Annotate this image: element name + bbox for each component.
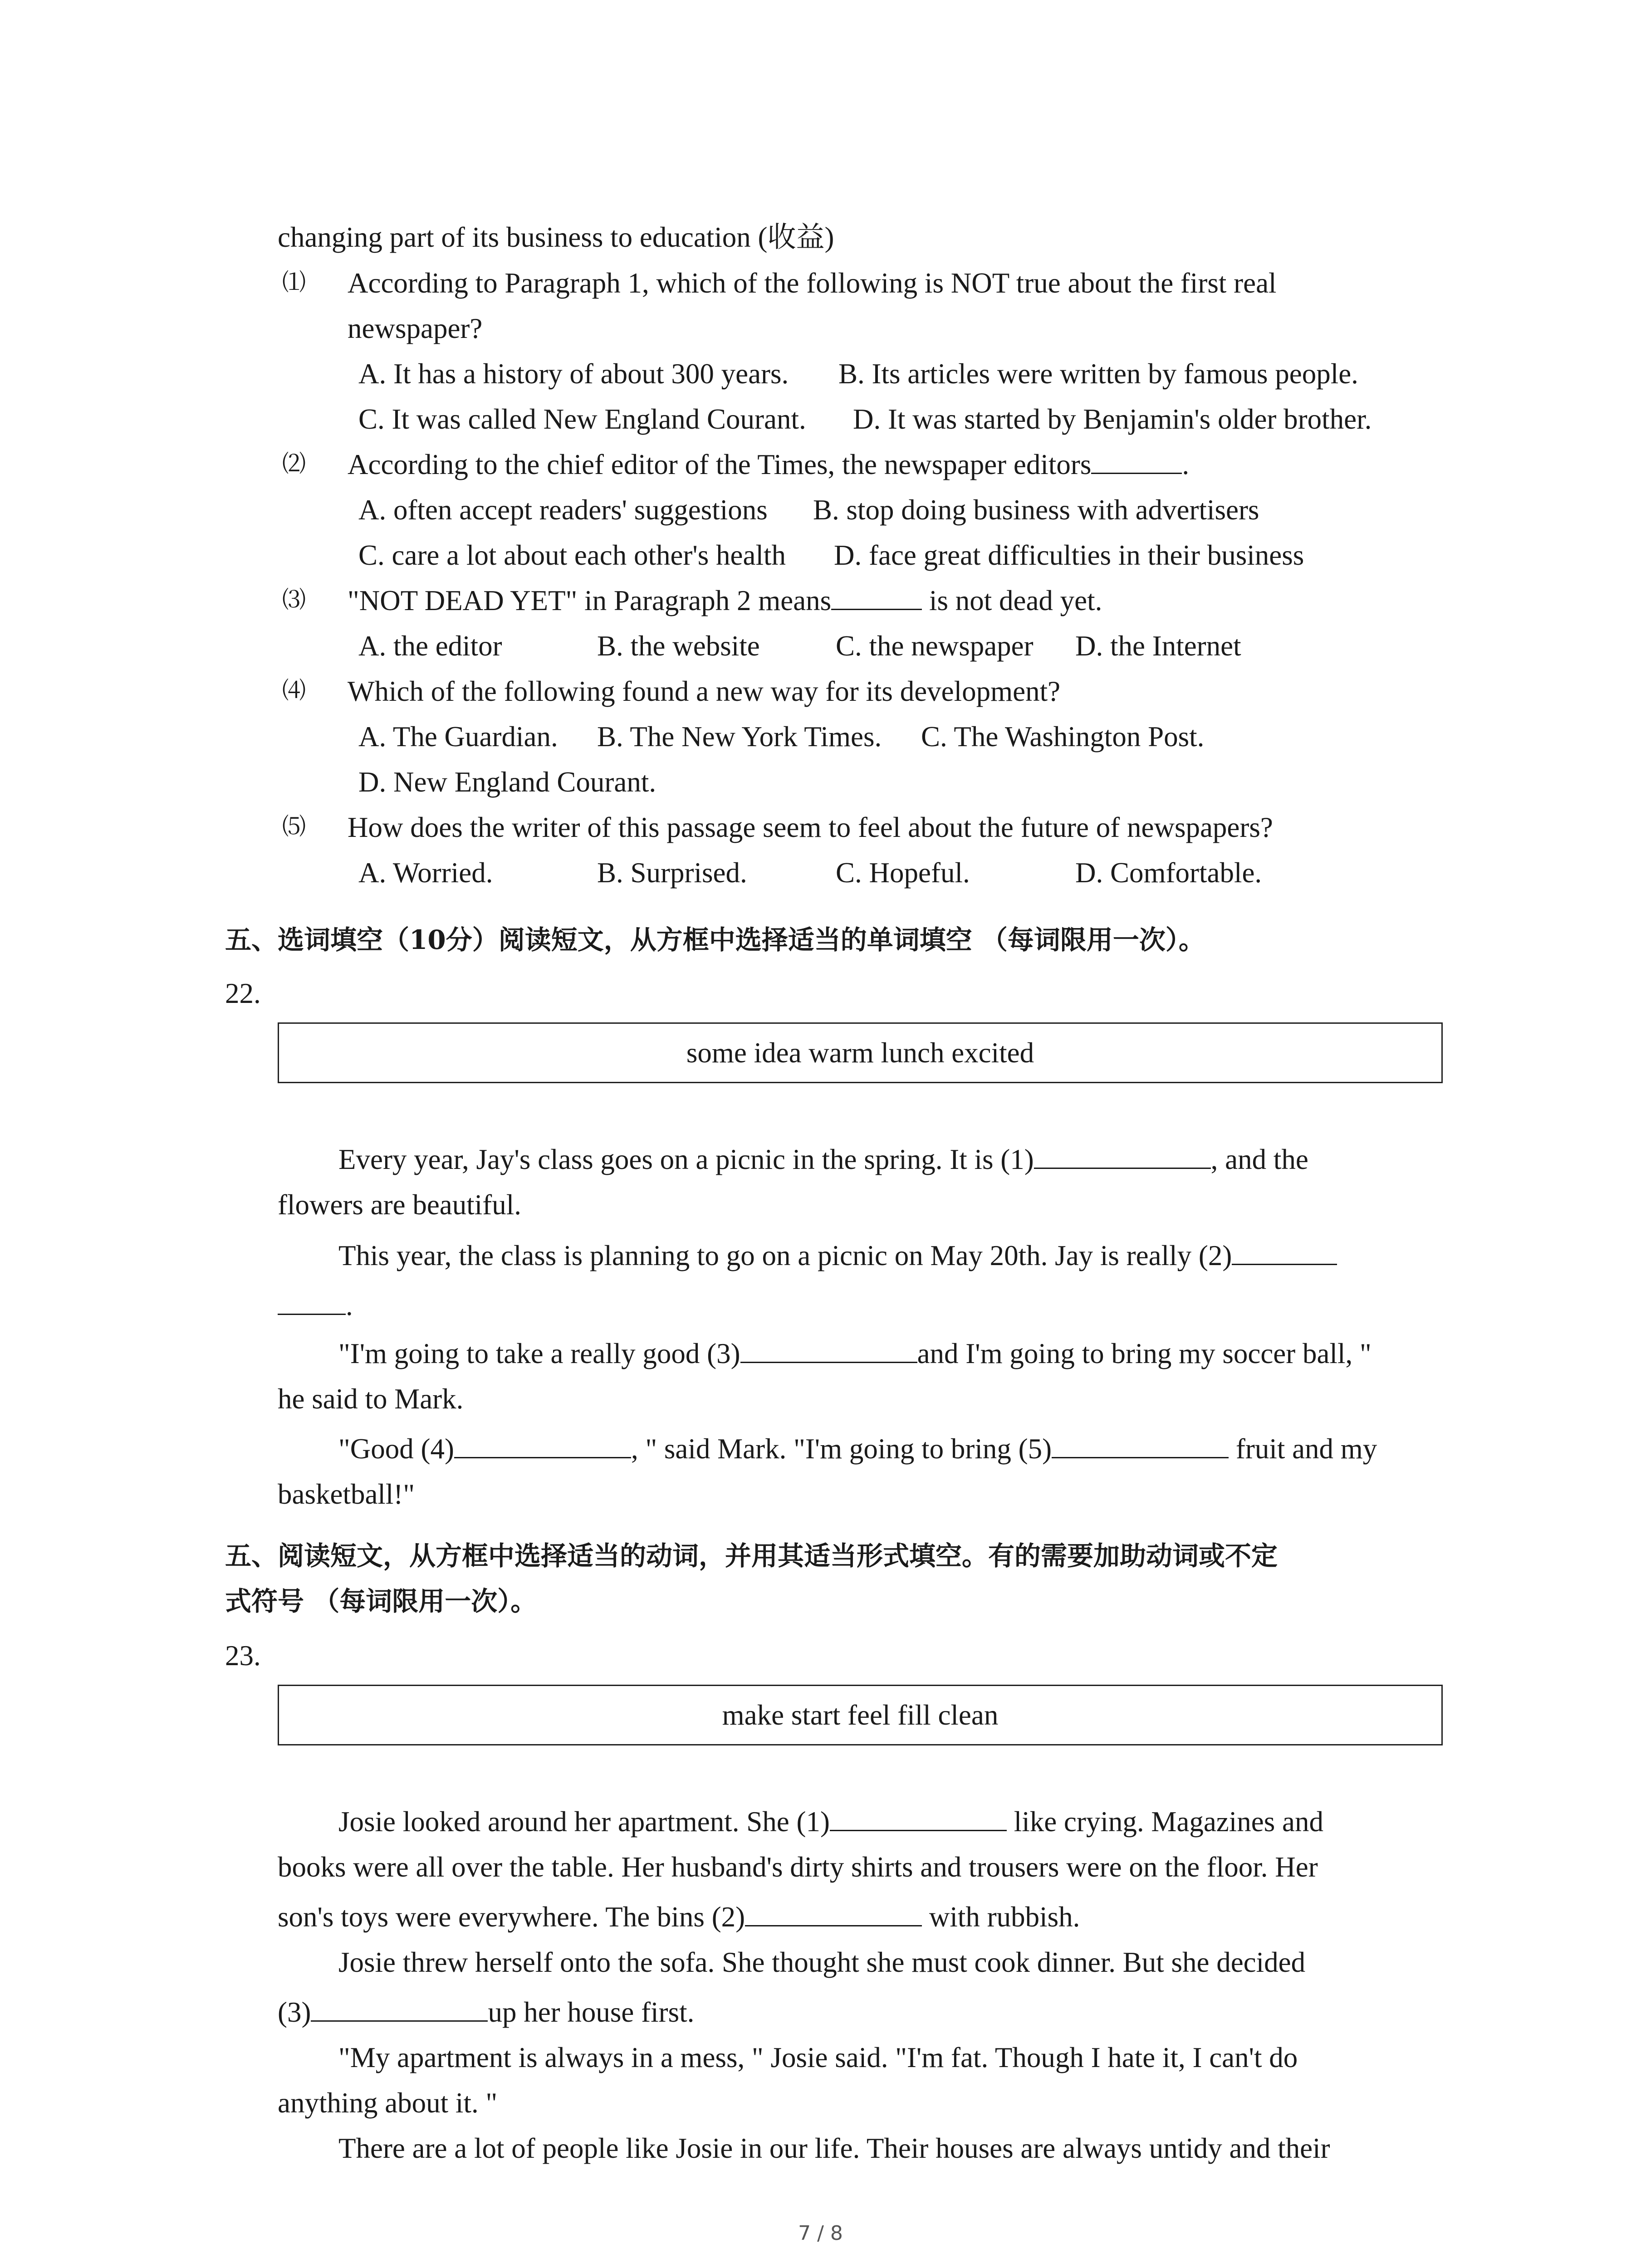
passage-line: son's toys were everywhere. The bins (2) with rubbish. (278, 1899, 1080, 1935)
answer-blank-1[interactable] (830, 1804, 1007, 1831)
question-number: 23. (225, 1640, 261, 1672)
answer-blank[interactable] (831, 582, 922, 610)
word-box: make start feel fill clean (278, 1685, 1443, 1745)
question-stem: newspaper? (348, 313, 483, 344)
option-c: C. It was called New England Courant. (358, 403, 806, 435)
question-number: 22. (225, 978, 261, 1009)
passage-line: Josie threw herself onto the sofa. She thought she must cook dinner. But she decided (338, 1946, 1306, 1978)
option-c: C. Hopeful. (836, 857, 970, 889)
option-b: B. The New York Times. (597, 721, 882, 753)
word-box: some idea warm lunch excited (278, 1022, 1443, 1083)
answer-blank-3[interactable] (311, 1994, 488, 2022)
option-a: A. often accept readers' suggestions (358, 494, 768, 526)
option-a: A. Worried. (358, 857, 493, 889)
option-d: D. the Internet (1075, 630, 1241, 662)
question-number: ⑸ (282, 814, 306, 840)
passage-line: anything about it. " (278, 2087, 498, 2119)
answer-blank-1[interactable] (1034, 1141, 1211, 1169)
passage-line: he said to Mark. (278, 1383, 464, 1415)
passage-line: This year, the class is planning to go on a picnic on May 20th. Jay is really (2) (338, 1237, 1337, 1274)
passage-line: "My apartment is always in a mess, " Josie said. "I'm fat. Though I hate it, I can't do (338, 2042, 1298, 2073)
section-heading: 五、阅读短文，从方框中选择适当的动词，并用其适当形式填空。有的需要加助动词或不定 (225, 1540, 1278, 1571)
passage-line: (3) up her house first. (278, 1994, 694, 2030)
passage-line: Josie looked around her apartment. She (1) like crying. Magazines and (338, 1804, 1323, 1840)
answer-blank-4[interactable] (454, 1431, 631, 1458)
option-d: D. face great difficulties in their business (834, 539, 1304, 571)
passage-line: "Good (4) , " said Mark. "I'm going to bring (5) fruit and my (338, 1431, 1377, 1467)
passage-line: . (278, 1287, 353, 1324)
option-c: C. the newspaper (836, 630, 1034, 662)
answer-blank-2[interactable] (745, 1899, 922, 1926)
question-number: ⑴ (282, 270, 306, 296)
passage-line: "I'm going to take a really good (3) and I'm going to bring my soccer ball, " (338, 1335, 1372, 1372)
answer-blank[interactable] (1091, 446, 1182, 474)
section-heading-cont: 式符号 （每词限用一次）。 (225, 1586, 537, 1617)
question-stem: According to Paragraph 1, which of the following is NOT true about the first real (348, 267, 1277, 299)
option-b: B. the website (597, 630, 760, 662)
option-b: B. Surprised. (597, 857, 747, 889)
option-d: D. Comfortable. (1075, 857, 1262, 889)
passage-line: There are a lot of people like Josie in our life. Their houses are always untidy and their (338, 2132, 1330, 2164)
question-number: ⑷ (282, 678, 306, 704)
option-a: A. the editor (358, 630, 502, 662)
question-stem: How does the writer of this passage seem to feel about the future of newspapers? (348, 811, 1273, 843)
question-number: ⑵ (282, 451, 306, 477)
passage-line: flowers are beautiful. (278, 1189, 522, 1221)
question-stem: "NOT DEAD YET" in Paragraph 2 means is not dead yet. (348, 582, 1102, 619)
page-number: 7 / 8 (798, 2222, 843, 2245)
option-c: C. care a lot about each other's health (358, 539, 786, 571)
answer-blank-5[interactable] (1052, 1431, 1229, 1458)
option-b: B. stop doing business with advertisers (813, 494, 1259, 526)
intro-tail: changing part of its business to education (收益) (278, 221, 834, 253)
answer-blank-3[interactable] (740, 1335, 917, 1363)
question-stem: Which of the following found a new way for its development? (348, 675, 1061, 707)
answer-blank-2-continued[interactable] (278, 1287, 346, 1315)
option-a: A. The Guardian. (358, 721, 558, 753)
question-number: ⑶ (282, 587, 306, 613)
question-stem: According to the chief editor of the Times, the newspaper editors . (348, 446, 1189, 483)
option-b: B. Its articles were written by famous people. (838, 358, 1358, 390)
option-d: D. New England Courant. (358, 766, 656, 798)
section-heading: 五、选词填空（10分）阅读短文，从方框中选择适当的单词填空 （每词限用一次）。 (225, 924, 1205, 955)
passage-line: books were all over the table. Her husband's dirty shirts and trousers were on the floor. Her (278, 1851, 1318, 1883)
option-a: A. It has a history of about 300 years. (358, 358, 789, 390)
option-c: C. The Washington Post. (921, 721, 1205, 753)
passage-line: Every year, Jay's class goes on a picnic in the spring. It is (1) , and the (338, 1141, 1308, 1178)
passage-line: basketball!" (278, 1478, 415, 1510)
answer-blank-2[interactable] (1232, 1237, 1337, 1265)
option-d: D. It was started by Benjamin's older brother. (853, 403, 1372, 435)
